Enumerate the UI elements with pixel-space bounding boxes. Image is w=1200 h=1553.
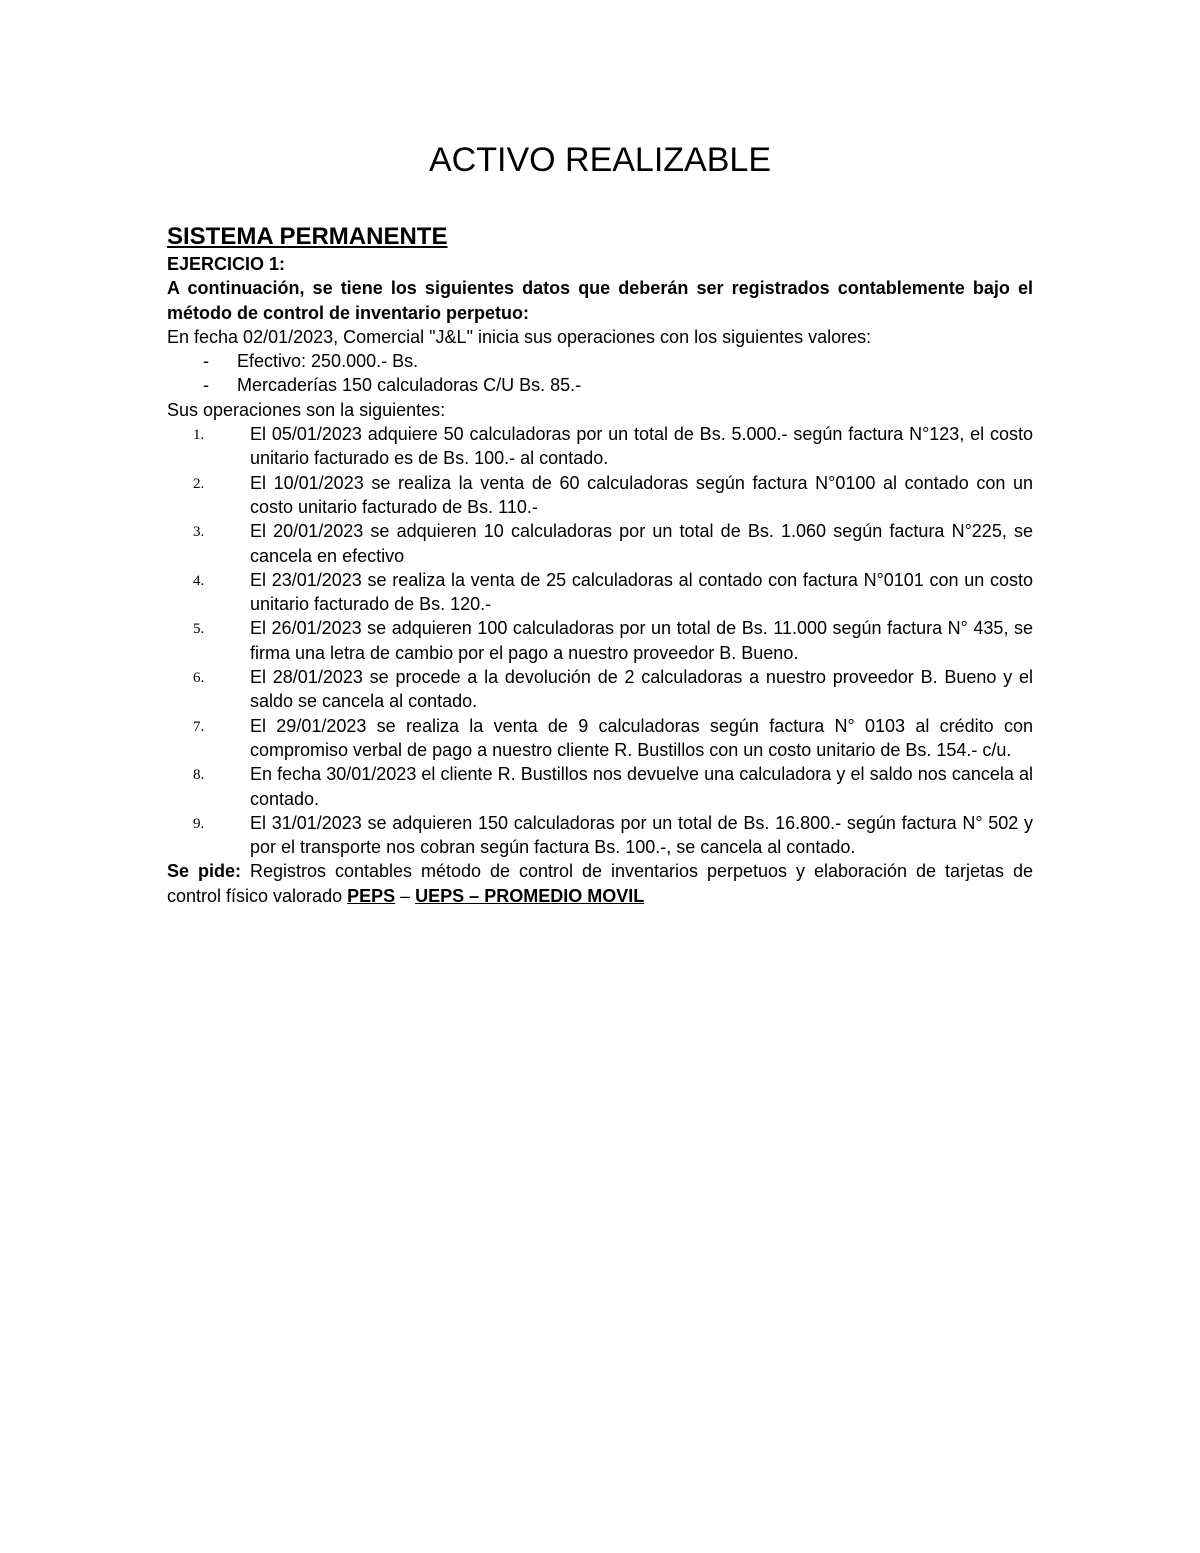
intro-bold-paragraph: A continuación, se tiene los siguientes datos que deberán ser registrados contablemente bajo el método de control de inventario perpetuo: [167,278,1033,323]
list-item-text: El 31/01/2023 se adquieren 150 calculadoras por un total de Bs. 16.800.- según factura N° 502 y por el transporte nos cobran según factura Bs. 100.-, se cancela al contado. [250,812,1033,858]
promedio-movil-term: PROMEDIO MOVIL [484,885,645,906]
list-item-text: En fecha 30/01/2023 el cliente R. Bustillos nos devuelve una calculadora y el saldo nos cancela al contado. [250,764,1033,809]
list-item [167,568,1033,617]
ueps-term: UEPS [415,885,465,906]
list-item-text: El 26/01/2023 se adquieren 100 calculadoras por un total de Bs. 11.000 según factura N° 435, se firma una letra de cambio por el pago a nuestro proveedor B. Bueno. [250,618,1033,663]
list-item [167,471,1033,520]
item-number: 6. [193,670,205,687]
list-item-text: El 28/01/2023 se procede a la devolución de 2 calculadoras a nuestro proveedor B. Bueno y el saldo se cancela al contado. [250,667,1033,712]
list-item [167,762,1033,811]
item-number: 2. [193,475,205,492]
dash-marker: - [203,375,209,396]
item-number: 8. [193,767,205,784]
dash-marker: - [203,351,209,372]
list-item [167,349,1033,373]
item-number: 1. [193,427,205,444]
list-item [167,665,1033,714]
peps-term: PEPS [347,885,396,906]
list-item [167,811,1033,860]
operations-list [167,422,1033,859]
document-content [167,136,1033,908]
list-item-text: Efectivo: 250.000.- Bs. [237,351,419,372]
item-number: 7. [193,718,205,735]
item-number: 5. [193,621,205,638]
list-item-text: El 29/01/2023 se realiza la venta de 9 calculadoras según factura N° 0103 al crédito con compromiso verbal de pago a nuestro cliente R. Bustillos con un costo unitario de Bs. 154.- c/u. [250,715,1033,760]
list-item [167,519,1033,568]
list-item-text: El 10/01/2023 se realiza la venta de 60 calculadoras según factura N°0100 al contado con un costo unitario facturado de Bs. 110.- [250,472,1033,517]
list-item-text: El 20/01/2023 se adquieren 10 calculadoras por un total de Bs. 1.060 según factura N°225, se cancela en efectivo [250,521,1033,566]
se-pide-text: Registros contables método de control de inventarios perpetuos y elaboración de tarjetas de control físico valorado [167,861,1033,906]
item-number: 3. [193,524,205,541]
list-item [167,616,1033,665]
list-item-text: Mercaderías 150 calculadoras C/U Bs. 85.- [237,375,582,396]
list-item [167,422,1033,471]
separator: – [395,885,416,906]
initial-values-list [167,349,1033,398]
se-pide-label: Se pide: [167,861,241,882]
separator-underlined: – [464,885,485,906]
list-item-text: El 23/01/2023 se realiza la venta de 25 calculadoras al contado con factura N°0101 con un costo unitario facturado de Bs. 120.- [250,569,1033,615]
operations-heading: Sus operaciones son la siguientes: [167,399,446,420]
page-title: ACTIVO REALIZABLE [429,141,771,179]
intro-line: En fecha 02/01/2023, Comercial "J&L" inicia sus operaciones con los siguientes valores: [167,326,872,347]
se-pide-paragraph [167,859,1033,908]
item-number: 9. [193,815,205,832]
list-item [167,373,1033,397]
list-item [167,714,1033,763]
exercise-title: EJERCICIO 1: [167,254,286,274]
item-number: 4. [193,572,205,589]
section-title: SISTEMA PERMANENTE [167,223,448,250]
list-item-text: El 05/01/2023 adquiere 50 calculadoras por un total de Bs. 5.000.- según factura N°123, el costo unitario facturado es de Bs. 100.- al contado. [250,424,1033,469]
